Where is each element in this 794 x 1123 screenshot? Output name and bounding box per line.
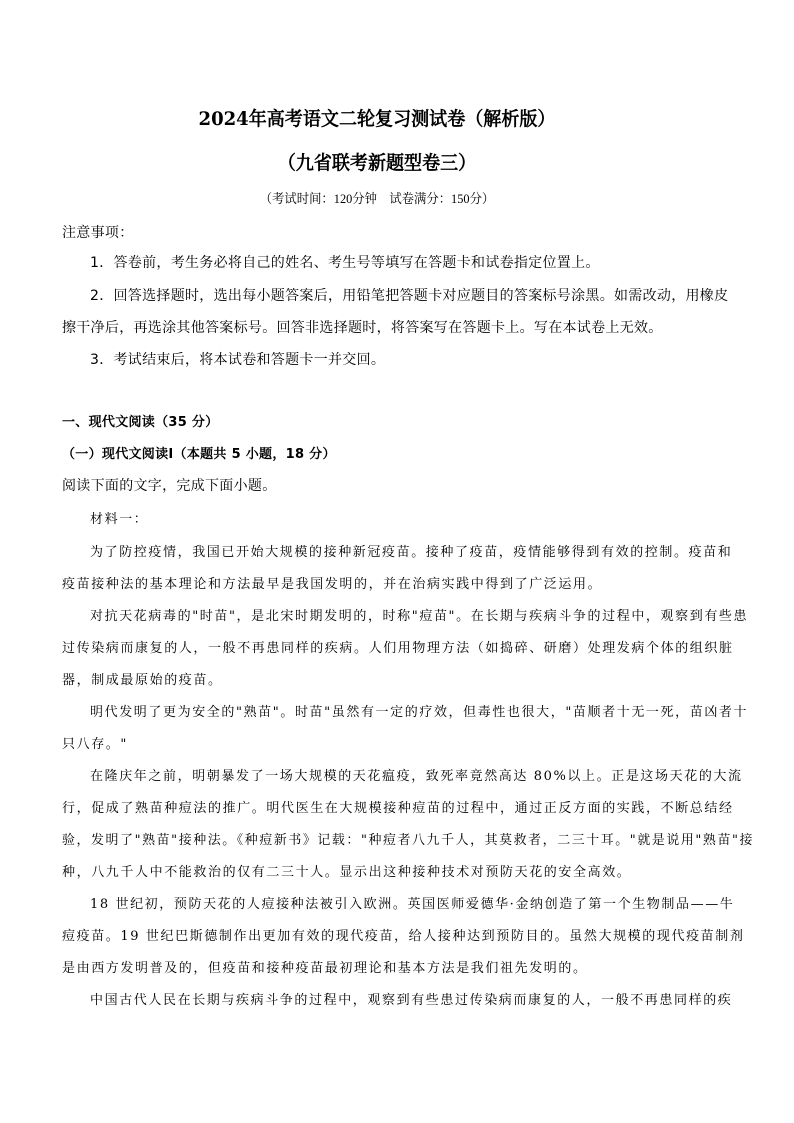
material-line: 验，发明了"熟苗"接种法。《种痘新书》记载："种痘者八九千人，其莫救者，二三十耳。"就是说用"熟苗"接 [62,833,755,848]
section-heading: 一、现代文阅读（35 分） [62,415,219,430]
material-line: 18 世纪初，预防天花的人痘接种法被引入欧洲。英国医师爱德华·金纳创造了第一个生物制品——牛 [90,897,735,912]
notice-item-2-line-1: 2．回答选择题时，选出每小题答案后，用铅笔把答题卡对应题目的答案标号涂黑。如需改动，用橡皮 [90,288,729,304]
material-line: 是由西方发明普及的，但疫苗和接种疫苗最初理论和基本方法是我们祖先发明的。 [62,961,588,976]
material-line: 只八存。" [62,737,128,752]
document-title: 2024年高考语文二轮复习测试卷（解析版） [198,108,556,130]
material-line: 明代发明了更为安全的"熟苗"。时苗"虽然有一定的疗效，但毒性也很大，"苗顺者十无一死，苗凶者十 [90,705,749,720]
exam-info: （考试时间：120分钟 试卷满分：150分） [259,191,495,206]
material-line: 为了防控疫情，我国已开始大规模的接种新冠疫苗。接种了疫苗，疫情能够得到有效的控制。疫苗和 [90,545,733,560]
notice-item-2-line-2: 擦干净后，再选涂其他答案标号。回答非选择题时，将答案写在答题卡上。写在本试卷上无效。 [62,320,663,336]
material-line: 对抗天花病毒的"时苗"，是北宋时期发明的，时称"痘苗"。在长期与疾病斗争的过程中，观察到有些患 [90,609,749,624]
section-sub-heading: （一）现代文阅读Ⅰ（本题共 5 小题，18 分） [62,447,336,462]
material-line: 中国古代人民在长期与疾病斗争的过程中，观察到有些患过传染病而康复的人，一般不再患同样的疾 [90,993,733,1008]
material-line: 种，八九千人中不能救治的仅有二三十人。显示出这种接种技术对预防天花的安全高效。 [62,865,632,880]
material-line: 过传染病而康复的人，一般不再患同样的疾病。人们用物理方法（如捣碎、研磨）处理发病个体的组织脏 [62,641,734,656]
document-subtitle: （九省联考新题型卷三） [277,152,477,174]
material-line: 行，促成了熟苗种痘法的推广。明代医生在大规模接种痘苗的过程中，通过正反方面的实践，不断总结经 [62,801,734,816]
material-line: 器，制成最原始的疫苗。 [62,673,223,688]
material-line: 疫苗接种法的基本理论和方法最早是我国发明的，并在治病实践中得到了广泛运用。 [62,577,603,592]
notice-item-3: 3．考试结束后，将本试卷和答题卡一并交回。 [90,352,386,368]
material-label: 材料一： [90,512,149,527]
material-line: 痘疫苗。19 世纪巴斯德制作出更加有效的现代疫苗，给人接种达到预防目的。虽然大规模的现代疫苗制剂 [62,929,745,944]
section-instruction: 阅读下面的文字，完成下面小题。 [62,478,277,494]
notice-heading: 注意事项： [62,225,134,241]
notice-item-1: 1．答卷前，考生务必将自己的姓名、考生号等填写在答题卡和试卷指定位置上。 [90,255,600,271]
material-line: 在隆庆年之前，明朝暴发了一场大规模的天花瘟疫，致死率竟然高达 80%以上。正是这场天花的大流 [90,769,743,784]
